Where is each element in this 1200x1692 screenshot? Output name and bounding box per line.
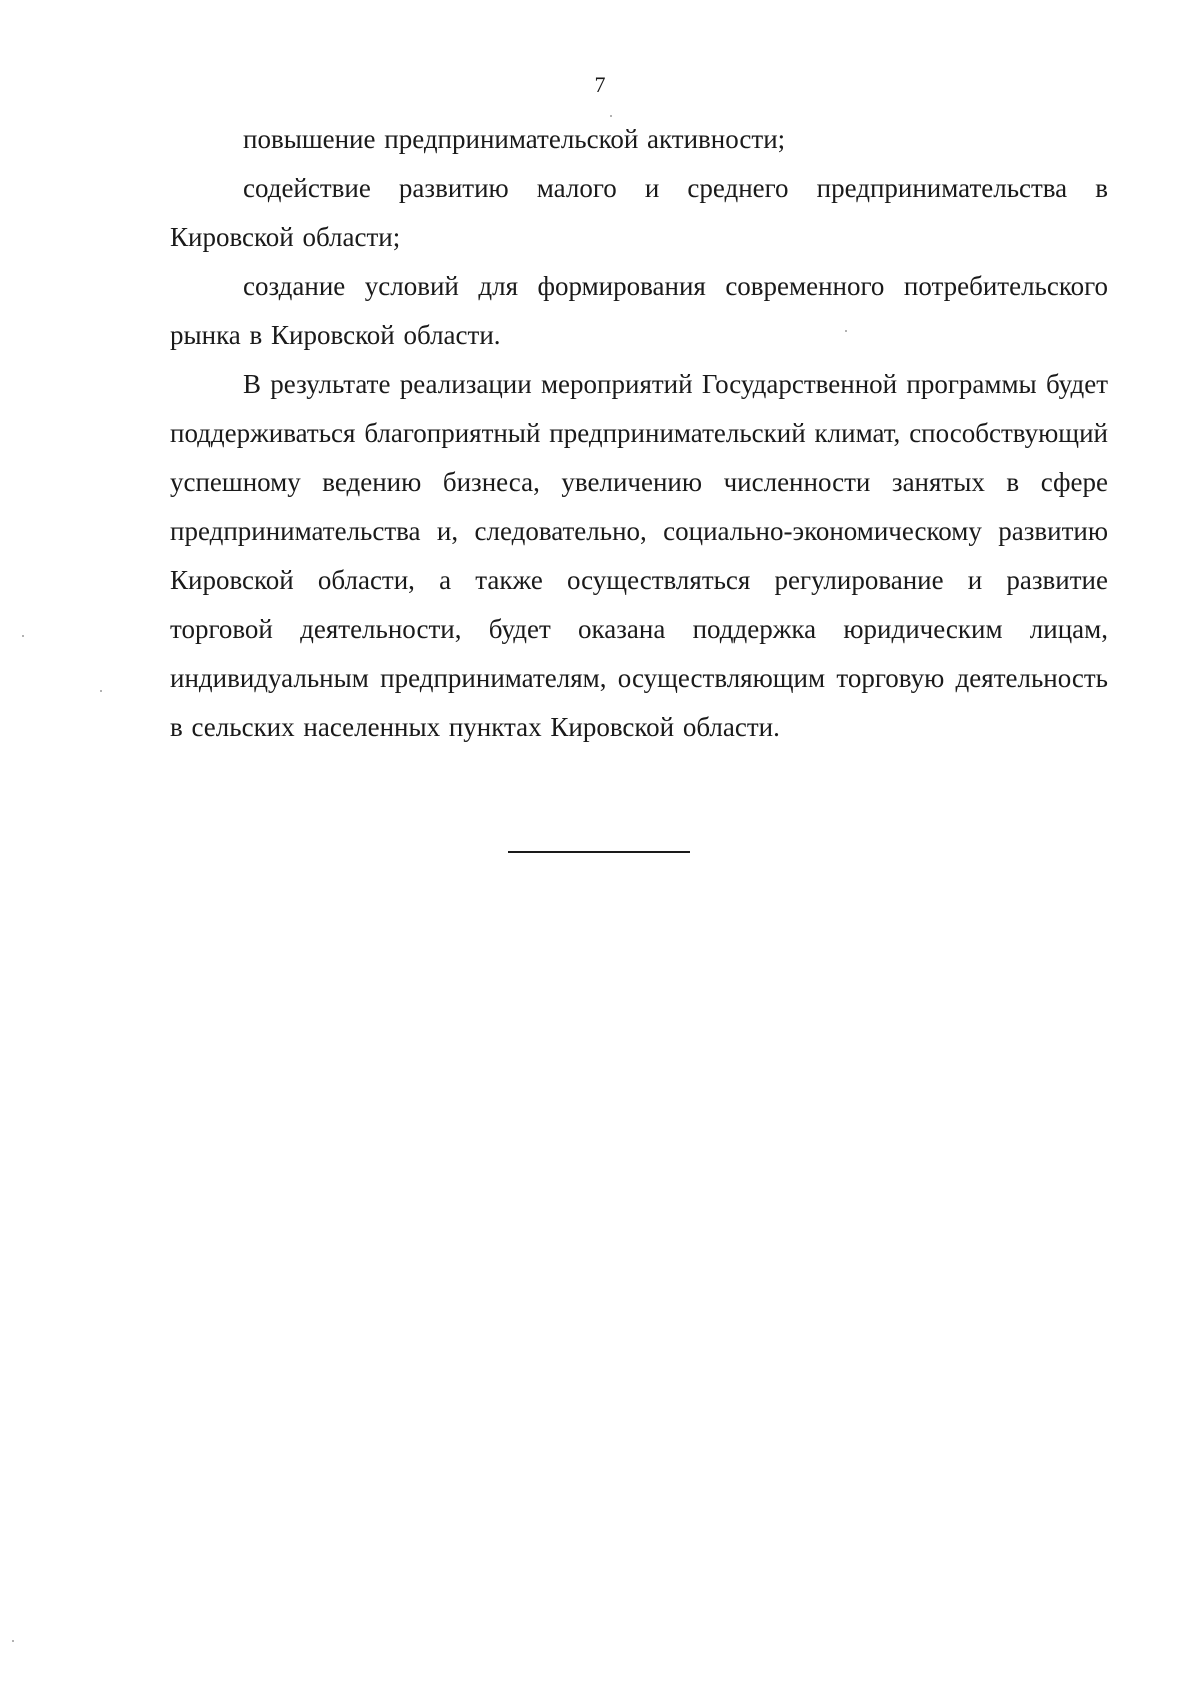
document-body — [170, 115, 1108, 752]
closing-horizontal-rule — [508, 851, 690, 853]
scan-speck — [845, 330, 847, 332]
scan-speck — [610, 115, 612, 117]
scan-speck — [12, 1640, 14, 1642]
paragraph-program-results: В результате реализации мероприятий Государственной программы будет поддерживаться благоприятный предпринимательский климат, способствующий успешному ведению бизнеса, увеличению численности занятых в сфере предпринимательства и, следовательно, социально-экономическому развитию Кировской области, а также осуществляться регулирование и развитие торговой деятельности, будет оказана поддержка юридическим лицам, индивидуальным предпринимателям, осуществляющим торговую деятельность в сельских населенных пунктах Кировской области. — [170, 369, 1108, 742]
paragraph-goal-small-business: содействие развитию малого и среднего предпринимательства в Кировской области; — [170, 173, 1108, 252]
page-number: 7 — [594, 72, 606, 97]
paragraph-goal-consumer-market: создание условий для формирования современного потребительского рынка в Кировской области. — [170, 271, 1108, 350]
scan-speck — [100, 690, 102, 692]
scan-speck — [22, 635, 24, 637]
paragraph-goal-activity: повышение предпринимательской активности; — [243, 124, 786, 154]
